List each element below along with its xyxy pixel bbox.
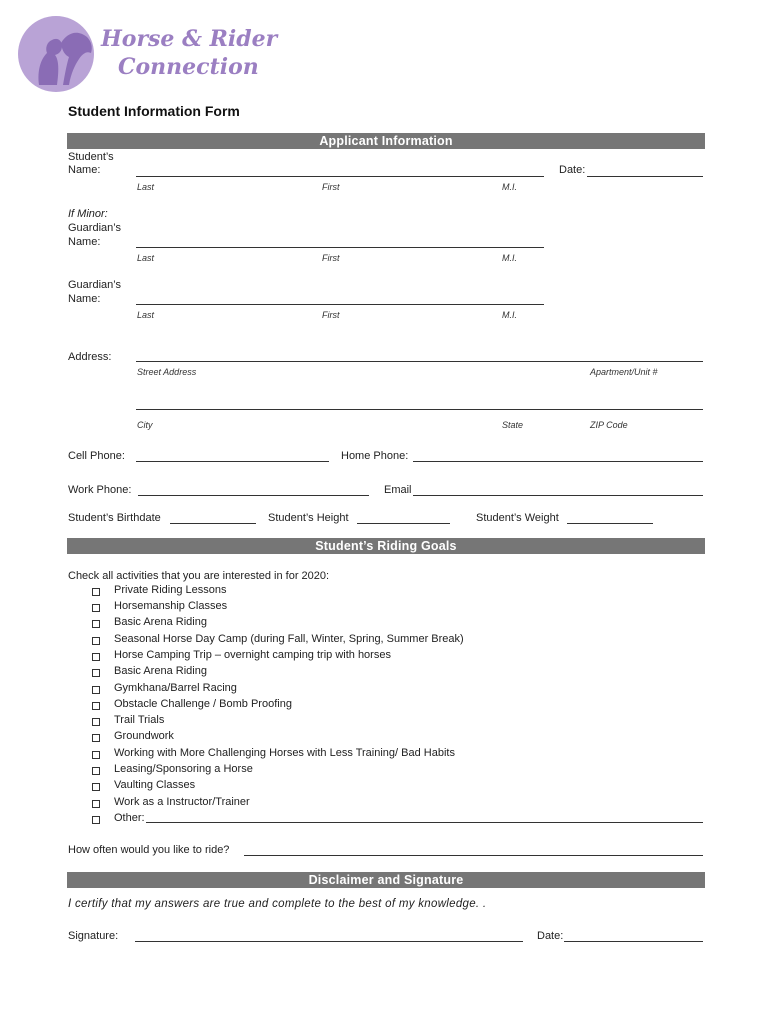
height-field[interactable] — [357, 523, 450, 524]
city-state-zip-field[interactable] — [136, 409, 703, 410]
signature-date-field[interactable] — [564, 941, 703, 942]
guardian-name-field[interactable] — [136, 304, 544, 305]
activity-label: Vaulting Classes — [114, 779, 196, 791]
activity-label: Groundwork — [114, 730, 174, 742]
sublabel-city: City — [137, 420, 153, 430]
activity-label: Trail Trials — [114, 714, 165, 726]
sublabel-apt: Apartment/Unit # — [590, 367, 658, 377]
how-often-field[interactable] — [244, 855, 703, 856]
minor-label-1: If Minor: — [68, 208, 108, 220]
activity-label: Seasonal Horse Day Camp (during Fall, Winter, Spring, Summer Break) — [114, 633, 464, 645]
logo-line-2: Connection — [118, 54, 259, 80]
street-address-field[interactable] — [136, 361, 703, 362]
horse-rider-logo-icon — [17, 15, 95, 93]
home-phone-label: Home Phone: — [341, 450, 409, 462]
sublabel-first: First — [322, 182, 340, 192]
activity-checkbox[interactable] — [92, 604, 100, 612]
signature-label: Signature: — [68, 930, 119, 942]
minor-guardian-name-field[interactable] — [136, 247, 544, 248]
activity-label: Private Riding Lessons — [114, 584, 227, 596]
student-name-label-2: Name: — [68, 164, 101, 176]
home-phone-field[interactable] — [413, 461, 703, 462]
guardian-label-2: Name: — [68, 293, 101, 305]
sublabel-last: Last — [137, 310, 155, 320]
sublabel-last: Last — [137, 182, 155, 192]
activity-label: Other: — [114, 812, 145, 824]
email-field[interactable] — [413, 495, 703, 496]
activity-checkbox[interactable] — [92, 653, 100, 661]
minor-label-2: Guardian’s — [68, 222, 121, 234]
sublabel-mi: M.I. — [502, 253, 517, 263]
date-field[interactable] — [587, 176, 703, 177]
section-header-applicant: Applicant Information — [67, 133, 705, 149]
cell-phone-field[interactable] — [136, 461, 329, 462]
sublabel-street: Street Address — [137, 367, 197, 377]
sublabel-zip: ZIP Code — [590, 420, 628, 430]
activity-label: Work as a Instructor/Trainer — [114, 796, 250, 808]
section-header-goals: Student’s Riding Goals — [67, 538, 705, 554]
other-activity-field[interactable] — [146, 822, 703, 823]
activity-checkbox[interactable] — [92, 718, 100, 726]
sublabel-mi: M.I. — [502, 310, 517, 320]
sublabel-mi: M.I. — [502, 182, 517, 192]
birthdate-field[interactable] — [170, 523, 256, 524]
activity-label: Gymkhana/Barrel Racing — [114, 682, 237, 694]
guardian-label-1: Guardian’s — [68, 279, 121, 291]
activity-label: Leasing/Sponsoring a Horse — [114, 763, 253, 775]
work-phone-field[interactable] — [138, 495, 369, 496]
activity-checkbox[interactable] — [92, 669, 100, 677]
activity-checkbox[interactable] — [92, 702, 100, 710]
address-label: Address: — [68, 351, 112, 363]
activity-label: Basic Arena Riding — [114, 665, 207, 677]
signature-field[interactable] — [135, 941, 523, 942]
minor-label-3: Name: — [68, 236, 101, 248]
email-label: Email — [384, 484, 412, 496]
activity-label: Basic Arena Riding — [114, 616, 207, 628]
activity-checkbox[interactable] — [92, 637, 100, 645]
activity-checkbox[interactable] — [92, 816, 100, 824]
activity-checkbox[interactable] — [92, 800, 100, 808]
student-name-field[interactable] — [136, 176, 544, 177]
activity-label: Horse Camping Trip – overnight camping trip with horses — [114, 649, 391, 661]
birthdate-label: Student’s Birthdate — [68, 512, 161, 524]
activity-checkbox[interactable] — [92, 588, 100, 596]
activity-checkbox[interactable] — [92, 620, 100, 628]
logo — [17, 15, 278, 95]
height-label: Student’s Height — [268, 512, 349, 524]
weight-field[interactable] — [567, 523, 653, 524]
disclaimer-statement: I certify that my answers are true and complete to the best of my knowledge. . — [68, 898, 487, 910]
logo-line-1: Horse & Rider — [101, 26, 278, 52]
activity-checkbox[interactable] — [92, 783, 100, 791]
activity-label: Obstacle Challenge / Bomb Proofing — [114, 698, 292, 710]
student-name-label-1: Student’s — [68, 151, 114, 163]
activity-checkbox[interactable] — [92, 734, 100, 742]
date-label: Date: — [559, 164, 586, 176]
form-title: Student Information Form — [68, 103, 240, 119]
sublabel-first: First — [322, 253, 340, 263]
work-phone-label: Work Phone: — [68, 484, 132, 496]
activity-checkbox[interactable] — [92, 686, 100, 694]
weight-label: Student’s Weight — [476, 512, 559, 524]
section-header-disclaimer: Disclaimer and Signature — [67, 872, 705, 888]
signature-date-label: Date: — [537, 930, 564, 942]
how-often-label: How often would you like to ride? — [68, 844, 230, 856]
activity-label: Working with More Challenging Horses with Less Training/ Bad Habits — [114, 747, 455, 759]
cell-phone-label: Cell Phone: — [68, 450, 125, 462]
sublabel-last: Last — [137, 253, 155, 263]
activity-checkbox[interactable] — [92, 767, 100, 775]
sublabel-state: State — [502, 420, 524, 430]
activity-label: Horsemanship Classes — [114, 600, 228, 612]
sublabel-first: First — [322, 310, 340, 320]
activity-checkbox[interactable] — [92, 751, 100, 759]
goals-intro: Check all activities that you are interested in for 2020: — [68, 570, 330, 582]
